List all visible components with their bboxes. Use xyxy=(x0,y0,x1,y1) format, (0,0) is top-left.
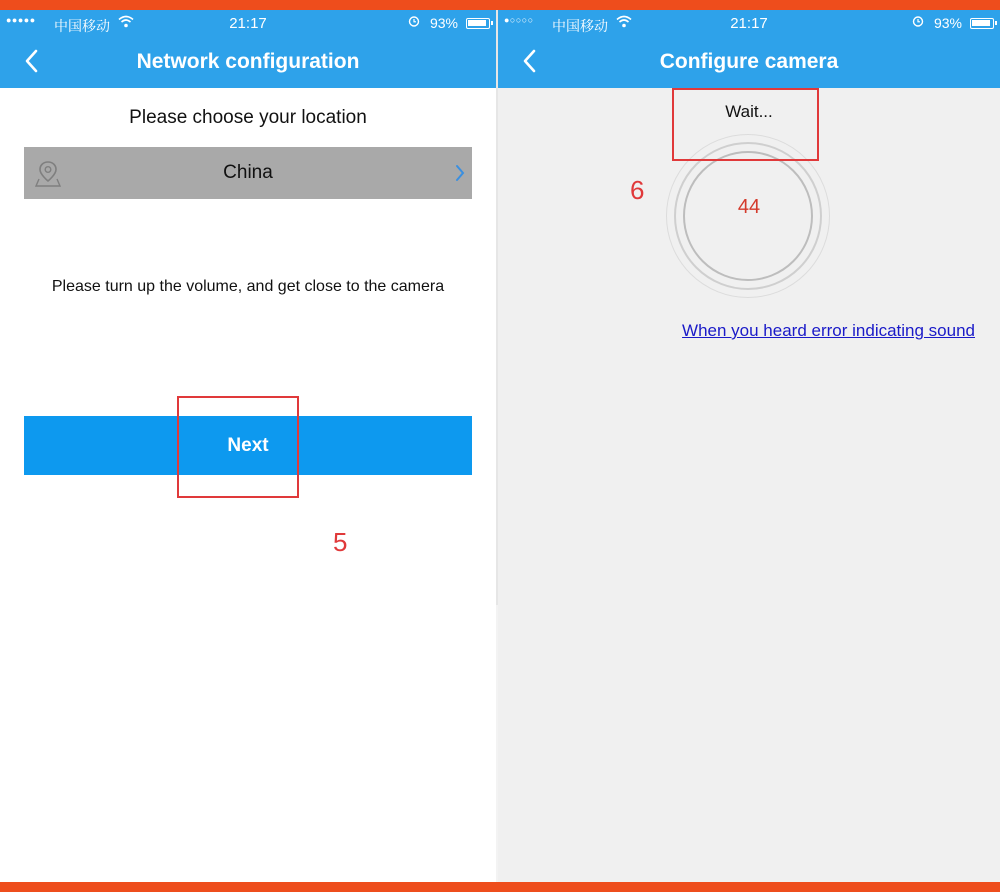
chevron-right-icon xyxy=(454,163,466,183)
signal-dots-icon: ●●●●● xyxy=(6,15,36,25)
network-configuration-screen xyxy=(0,10,496,882)
location-prompt: Please choose your location xyxy=(129,107,367,128)
location-selector[interactable] xyxy=(24,147,472,199)
configure-camera-screen xyxy=(498,10,1000,882)
annotation-box-wait xyxy=(672,88,819,161)
status-time: 21:17 xyxy=(229,15,267,32)
signal-dots-icon: ●○○○○ xyxy=(504,15,534,25)
step-number-6: 6 xyxy=(630,175,645,205)
countdown-value: 44 xyxy=(737,196,761,218)
next-button[interactable]: Next xyxy=(24,416,472,475)
volume-instruction: Please turn up the volume, and get close to the camera xyxy=(51,278,445,295)
alarm-icon xyxy=(912,15,924,30)
top-bar xyxy=(0,10,496,88)
status-bar xyxy=(0,10,496,38)
location-value: China xyxy=(223,162,273,183)
page-title: Network configuration xyxy=(136,50,360,73)
step-number-5: 5 xyxy=(333,527,348,557)
frame-bottom-border xyxy=(0,882,1000,892)
battery-percent: 93% xyxy=(933,15,962,31)
annotation-box-next xyxy=(177,396,299,498)
top-bar xyxy=(498,10,1000,88)
alarm-icon xyxy=(408,15,420,30)
battery-icon xyxy=(466,18,490,29)
status-bar xyxy=(498,10,1000,38)
wait-text: Wait... xyxy=(725,102,773,121)
carrier-name: 中国移动 xyxy=(54,18,110,34)
page-title: Configure camera xyxy=(659,50,839,73)
battery-icon xyxy=(970,18,994,29)
frame-top-border xyxy=(0,0,1000,10)
battery-percent: 93% xyxy=(429,15,458,31)
status-time: 21:17 xyxy=(730,15,768,32)
carrier-name: 中国移动 xyxy=(552,18,608,34)
error-sound-link[interactable]: When you heard error indicating sound xyxy=(682,321,975,340)
